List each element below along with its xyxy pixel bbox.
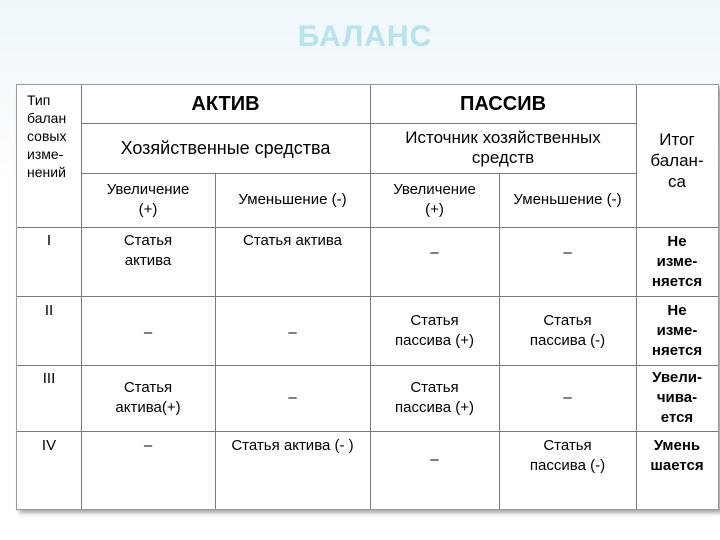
cell-decrease-passiv: Статья пассива (-) <box>529 311 606 349</box>
header-aktiv-sub: Хозяйственные средства <box>120 138 331 158</box>
header-increase-passiv: Увеличение (+) <box>393 181 476 218</box>
cell-decrease-passiv: – <box>563 244 572 261</box>
row-type: IV <box>41 437 57 454</box>
header-passiv: ПАССИВ <box>459 93 547 115</box>
cell-increase-passiv: – <box>430 451 439 468</box>
cell-increase-passiv: Статья пассива (+) <box>395 311 474 349</box>
cell-decrease-passiv: – <box>563 389 572 406</box>
cell-increase-aktiv: Статья актива(+) <box>115 379 181 416</box>
cell-decrease-aktiv: Статья актива <box>243 232 342 249</box>
cell-decrease-aktiv: – <box>288 324 297 341</box>
cell-increase-aktiv: – <box>143 437 153 454</box>
cell-itog: Увели- чива- ется <box>652 369 702 426</box>
header-decrease-aktiv: Уменьшение (-) <box>238 191 347 208</box>
cell-itog: Не изме- няется <box>651 301 703 359</box>
page-title: БАЛАНС <box>297 20 433 53</box>
row-type: I <box>46 232 52 249</box>
cell-itog: Умень шается <box>650 437 704 474</box>
cell-itog: Не изме- няется <box>651 232 703 290</box>
row-type: III <box>42 370 56 387</box>
cell-decrease-aktiv: – <box>288 389 297 406</box>
header-type: Тип балан совых изме- нений <box>27 92 67 180</box>
grid-line <box>17 431 718 432</box>
balance-table <box>16 84 719 510</box>
cell-decrease-passiv: Статья пассива (-) <box>529 437 606 474</box>
cell-increase-passiv: Статья пассива (+) <box>395 379 474 416</box>
row-type: II <box>44 302 54 319</box>
header-decrease-passiv: Уменьшение (-) <box>513 191 622 208</box>
header-itog: Итог балан- са <box>650 129 704 191</box>
header-aktiv: АКТИВ <box>191 93 260 115</box>
cell-decrease-aktiv: Статья актива (- ) <box>231 437 354 454</box>
cell-increase-passiv: – <box>430 244 439 261</box>
cell-increase-aktiv: – <box>143 324 153 341</box>
header-increase-aktiv: Увеличение (+) <box>106 181 190 218</box>
cell-increase-aktiv: Статья актива <box>123 232 173 269</box>
header-passiv-sub: Источник хозяйственных средств <box>405 128 601 167</box>
